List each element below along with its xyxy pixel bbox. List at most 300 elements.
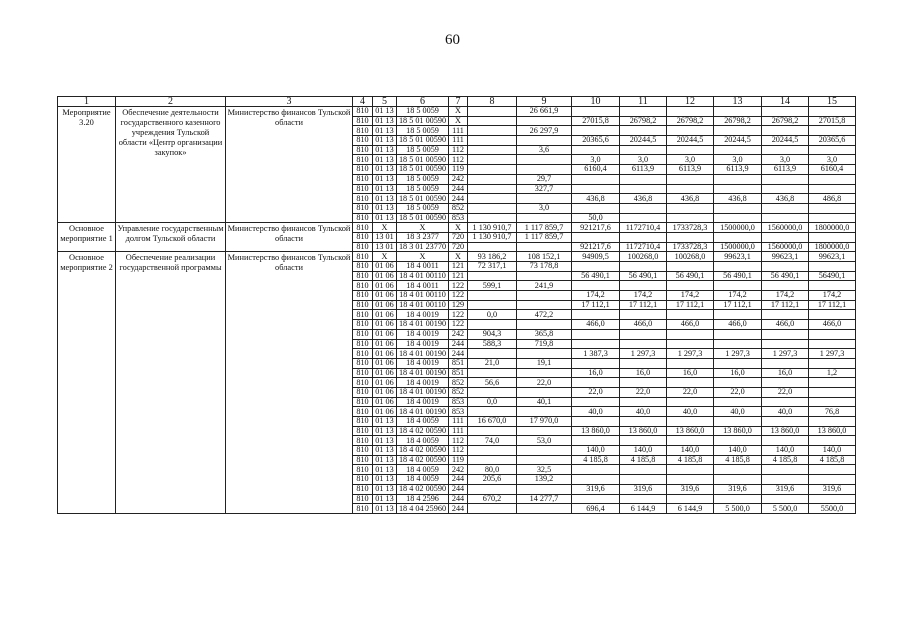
amount-cell: 99623,1	[809, 252, 856, 262]
amount-cell: 436,8	[572, 194, 620, 204]
code-cell: 01 13	[373, 446, 397, 456]
code-cell: 810	[353, 194, 373, 204]
amount-cell: 6113,9	[620, 165, 667, 175]
amount-cell	[667, 417, 714, 427]
amount-cell	[809, 145, 856, 155]
code-cell: 111	[449, 126, 468, 136]
code-cell: 810	[353, 203, 373, 213]
amount-cell	[667, 378, 714, 388]
amount-cell: 21,0	[468, 358, 517, 368]
code-cell: 18 4 01 00190	[397, 387, 449, 397]
amount-cell	[809, 339, 856, 349]
amount-cell: 1733728,3	[667, 242, 714, 252]
amount-cell	[620, 262, 667, 272]
code-cell: 244	[449, 504, 468, 514]
amount-cell	[468, 368, 517, 378]
code-cell: 01 06	[373, 271, 397, 281]
event-name-cell: Мероприятие 3.20	[58, 107, 116, 223]
amount-cell: 4 185,8	[762, 455, 809, 465]
amount-cell	[517, 116, 572, 126]
amount-cell	[572, 397, 620, 407]
amount-cell	[620, 397, 667, 407]
amount-cell: 50,0	[572, 213, 620, 223]
code-cell: 18 4 0019	[397, 310, 449, 320]
amount-cell: 670,2	[468, 494, 517, 504]
amount-cell	[517, 165, 572, 175]
amount-cell	[572, 358, 620, 368]
code-cell: 810	[353, 320, 373, 330]
amount-cell	[809, 378, 856, 388]
amount-cell	[809, 203, 856, 213]
code-cell: 810	[353, 368, 373, 378]
amount-cell: 174,2	[809, 291, 856, 301]
code-cell: 18 5 0059	[397, 174, 449, 184]
code-cell: 810	[353, 310, 373, 320]
code-cell: X	[397, 252, 449, 262]
code-cell: 810	[353, 494, 373, 504]
amount-cell	[809, 184, 856, 194]
amount-cell	[762, 378, 809, 388]
code-cell: 01 13	[373, 455, 397, 465]
amount-cell: 1 297,3	[667, 349, 714, 359]
amount-cell: 3,0	[620, 155, 667, 165]
column-header: 7	[449, 97, 468, 107]
amount-cell	[517, 320, 572, 330]
code-cell: 01 06	[373, 339, 397, 349]
amount-cell	[620, 174, 667, 184]
code-cell: 244	[449, 484, 468, 494]
amount-cell: 921217,6	[572, 242, 620, 252]
code-cell: 810	[353, 387, 373, 397]
amount-cell	[762, 107, 809, 117]
amount-cell: 3,6	[517, 145, 572, 155]
amount-cell	[620, 329, 667, 339]
code-cell: 810	[353, 281, 373, 291]
amount-cell: 472,2	[517, 310, 572, 320]
amount-cell: 140,0	[667, 446, 714, 456]
amount-cell: 436,8	[667, 194, 714, 204]
code-cell: 01 06	[373, 387, 397, 397]
amount-cell: 100268,0	[667, 252, 714, 262]
amount-cell	[809, 358, 856, 368]
amount-cell	[572, 329, 620, 339]
code-cell: 01 06	[373, 320, 397, 330]
amount-cell: 6113,9	[714, 165, 762, 175]
amount-cell: 365,8	[517, 329, 572, 339]
code-cell: 810	[353, 213, 373, 223]
code-cell: 112	[449, 145, 468, 155]
event-name-cell: Основное мероприятие 2	[58, 252, 116, 514]
amount-cell	[667, 126, 714, 136]
amount-cell	[762, 310, 809, 320]
code-cell: 01 13	[373, 145, 397, 155]
code-cell: 18 5 01 00590	[397, 165, 449, 175]
amount-cell	[667, 281, 714, 291]
amount-cell: 99623,1	[762, 252, 809, 262]
code-cell: 18 5 01 00590	[397, 194, 449, 204]
column-header: 5	[373, 97, 397, 107]
code-cell: 851	[449, 358, 468, 368]
amount-cell: 13 860,0	[572, 426, 620, 436]
amount-cell	[809, 417, 856, 427]
code-cell: 18 5 0059	[397, 203, 449, 213]
amount-cell: 140,0	[809, 446, 856, 456]
code-cell: 01 06	[373, 368, 397, 378]
code-cell: 01 13	[373, 174, 397, 184]
amount-cell: 3,0	[572, 155, 620, 165]
amount-cell: 80,0	[468, 465, 517, 475]
code-cell: 244	[449, 494, 468, 504]
amount-cell: 174,2	[572, 291, 620, 301]
amount-cell: 13 860,0	[762, 426, 809, 436]
code-cell: 18 5 0059	[397, 145, 449, 155]
code-cell: 01 13	[373, 465, 397, 475]
code-cell: 18 3 01 23770	[397, 242, 449, 252]
amount-cell: 140,0	[620, 446, 667, 456]
code-cell: 01 13	[373, 504, 397, 514]
amount-cell: 40,0	[762, 407, 809, 417]
amount-cell: 3,0	[762, 155, 809, 165]
amount-cell	[468, 271, 517, 281]
amount-cell: 1 117 859,7	[517, 232, 572, 242]
amount-cell: 696,4	[572, 504, 620, 514]
column-header: 1	[58, 97, 116, 107]
amount-cell: 174,2	[714, 291, 762, 301]
amount-cell: 205,6	[468, 475, 517, 485]
event-description-cell: Обеспечение деятельности государственного казенного учреждения Тульской области «Центр организации закупок»	[116, 107, 226, 223]
amount-cell: 94909,5	[572, 252, 620, 262]
code-cell: 112	[449, 155, 468, 165]
amount-cell: 32,5	[517, 465, 572, 475]
amount-cell: 599,1	[468, 281, 517, 291]
amount-cell: 5500,0	[809, 504, 856, 514]
code-cell: 810	[353, 426, 373, 436]
amount-cell	[762, 184, 809, 194]
code-cell: 18 4 0059	[397, 475, 449, 485]
amount-cell	[620, 107, 667, 117]
amount-cell: 26 297,9	[517, 126, 572, 136]
amount-cell	[468, 407, 517, 417]
amount-cell	[468, 300, 517, 310]
amount-cell: 719,8	[517, 339, 572, 349]
amount-cell: 22,0	[620, 387, 667, 397]
amount-cell: 140,0	[714, 446, 762, 456]
code-cell: 851	[449, 368, 468, 378]
code-cell: 810	[353, 165, 373, 175]
amount-cell	[667, 184, 714, 194]
amount-cell	[667, 310, 714, 320]
amount-cell	[517, 387, 572, 397]
amount-cell	[620, 475, 667, 485]
amount-cell	[620, 339, 667, 349]
code-cell: 810	[353, 417, 373, 427]
amount-cell	[468, 107, 517, 117]
amount-cell: 20244,5	[762, 136, 809, 146]
amount-cell: 1 297,3	[714, 349, 762, 359]
amount-cell: 22,0	[517, 378, 572, 388]
amount-cell: 4 185,8	[714, 455, 762, 465]
code-cell: 01 06	[373, 407, 397, 417]
table-row	[58, 223, 856, 233]
code-cell: 122	[449, 320, 468, 330]
amount-cell	[517, 194, 572, 204]
amount-cell	[517, 155, 572, 165]
amount-cell: 588,3	[468, 339, 517, 349]
amount-cell: 241,9	[517, 281, 572, 291]
code-cell: 810	[353, 184, 373, 194]
amount-cell: 436,8	[714, 194, 762, 204]
amount-cell: 40,0	[714, 407, 762, 417]
column-header: 3	[226, 97, 353, 107]
code-cell: 810	[353, 504, 373, 514]
column-header: 15	[809, 97, 856, 107]
amount-cell: 1 130 910,7	[468, 232, 517, 242]
amount-cell	[468, 320, 517, 330]
amount-cell	[809, 126, 856, 136]
code-cell: 18 5 01 00590	[397, 155, 449, 165]
amount-cell: 174,2	[620, 291, 667, 301]
amount-cell: 6 144,9	[620, 504, 667, 514]
amount-cell	[572, 174, 620, 184]
amount-cell	[714, 378, 762, 388]
code-cell: 13 01	[373, 242, 397, 252]
code-cell: 01 13	[373, 155, 397, 165]
amount-cell	[714, 281, 762, 291]
amount-cell: 56 490,1	[762, 271, 809, 281]
amount-cell	[762, 475, 809, 485]
amount-cell	[762, 174, 809, 184]
amount-cell: 26 661,9	[517, 107, 572, 117]
amount-cell	[620, 436, 667, 446]
amount-cell: 56490,1	[809, 271, 856, 281]
code-cell: 18 5 0059	[397, 184, 449, 194]
code-cell: 01 06	[373, 310, 397, 320]
amount-cell: 17 112,1	[620, 300, 667, 310]
amount-cell	[468, 165, 517, 175]
amount-cell	[809, 397, 856, 407]
amount-cell	[572, 281, 620, 291]
amount-cell	[667, 339, 714, 349]
column-header: 9	[517, 97, 572, 107]
column-header: 11	[620, 97, 667, 107]
code-cell: 01 06	[373, 281, 397, 291]
code-cell: 852	[449, 387, 468, 397]
amount-cell: 17 112,1	[572, 300, 620, 310]
amount-cell: 3,0	[714, 155, 762, 165]
amount-cell	[762, 358, 809, 368]
code-cell: 18 4 0059	[397, 436, 449, 446]
amount-cell	[809, 174, 856, 184]
amount-cell	[468, 426, 517, 436]
amount-cell	[620, 378, 667, 388]
amount-cell: 17 112,1	[714, 300, 762, 310]
code-cell: 244	[449, 194, 468, 204]
responsible-cell: Министерство финансов Тульской области	[226, 223, 353, 252]
amount-cell: 6113,9	[667, 165, 714, 175]
code-cell: 810	[353, 378, 373, 388]
amount-cell	[714, 339, 762, 349]
amount-cell: 466,0	[809, 320, 856, 330]
code-cell: 720	[449, 242, 468, 252]
code-cell: 18 5 01 00590	[397, 136, 449, 146]
amount-cell	[809, 310, 856, 320]
amount-cell	[468, 194, 517, 204]
table-row	[58, 107, 856, 117]
code-cell: 01 13	[373, 484, 397, 494]
amount-cell: 22,0	[714, 387, 762, 397]
amount-cell	[572, 436, 620, 446]
amount-cell: 466,0	[762, 320, 809, 330]
amount-cell: 20365,6	[572, 136, 620, 146]
code-cell: 13 01	[373, 232, 397, 242]
amount-cell	[667, 145, 714, 155]
column-header: 2	[116, 97, 226, 107]
amount-cell: 93 186,2	[468, 252, 517, 262]
amount-cell: 466,0	[620, 320, 667, 330]
amount-cell: 16 670,0	[468, 417, 517, 427]
amount-cell	[468, 155, 517, 165]
code-cell: 853	[449, 407, 468, 417]
amount-cell	[620, 465, 667, 475]
amount-cell: 1 130 910,7	[468, 223, 517, 233]
amount-cell: 6160,4	[572, 165, 620, 175]
amount-cell	[762, 465, 809, 475]
amount-cell: 6113,9	[762, 165, 809, 175]
amount-cell	[809, 262, 856, 272]
amount-cell	[809, 232, 856, 242]
amount-cell	[468, 145, 517, 155]
code-cell: 810	[353, 155, 373, 165]
amount-cell: 56 490,1	[667, 271, 714, 281]
code-cell: 853	[449, 397, 468, 407]
code-cell: 244	[449, 184, 468, 194]
amount-cell	[572, 126, 620, 136]
amount-cell	[667, 494, 714, 504]
amount-cell: 16,0	[714, 368, 762, 378]
amount-cell: 27015,8	[809, 116, 856, 126]
code-cell: 01 06	[373, 397, 397, 407]
amount-cell: 319,6	[762, 484, 809, 494]
amount-cell	[714, 232, 762, 242]
amount-cell	[762, 213, 809, 223]
amount-cell: 327,7	[517, 184, 572, 194]
amount-cell: 466,0	[714, 320, 762, 330]
amount-cell: 4 185,8	[667, 455, 714, 465]
code-cell: 18 4 01 00190	[397, 349, 449, 359]
code-cell: 810	[353, 145, 373, 155]
amount-cell: 56 490,1	[572, 271, 620, 281]
amount-cell	[468, 242, 517, 252]
amount-cell	[762, 329, 809, 339]
code-cell: 810	[353, 271, 373, 281]
column-header: 4	[353, 97, 373, 107]
code-cell: 810	[353, 484, 373, 494]
amount-cell	[667, 358, 714, 368]
amount-cell: 26798,2	[667, 116, 714, 126]
code-cell: 01 13	[373, 126, 397, 136]
code-cell: 01 13	[373, 136, 397, 146]
amount-cell	[572, 465, 620, 475]
code-cell: 01 13	[373, 194, 397, 204]
code-cell: 119	[449, 455, 468, 465]
amount-cell	[809, 475, 856, 485]
amount-cell	[468, 455, 517, 465]
code-cell: X	[449, 107, 468, 117]
code-cell: 18 5 01 00590	[397, 213, 449, 223]
amount-cell: 1 387,3	[572, 349, 620, 359]
event-name-cell: Основное мероприятие 1	[58, 223, 116, 252]
amount-cell	[667, 203, 714, 213]
amount-cell: 0,0	[468, 397, 517, 407]
amount-cell	[714, 174, 762, 184]
amount-cell	[517, 136, 572, 146]
code-cell: 18 3 2377	[397, 232, 449, 242]
amount-cell	[517, 484, 572, 494]
amount-cell: 6 144,9	[667, 504, 714, 514]
code-cell: 122	[449, 291, 468, 301]
code-cell: 18 4 0019	[397, 397, 449, 407]
amount-cell	[762, 126, 809, 136]
amount-cell: 1172710,4	[620, 223, 667, 233]
amount-cell: 4 185,8	[809, 455, 856, 465]
amount-cell	[762, 262, 809, 272]
code-cell: 810	[353, 436, 373, 446]
amount-cell	[620, 358, 667, 368]
amount-cell	[468, 387, 517, 397]
amount-cell	[572, 184, 620, 194]
code-cell: 242	[449, 174, 468, 184]
code-cell: 01 13	[373, 436, 397, 446]
code-cell: 242	[449, 465, 468, 475]
amount-cell: 40,0	[667, 407, 714, 417]
code-cell: 111	[449, 417, 468, 427]
amount-cell	[762, 494, 809, 504]
amount-cell: 3,0	[809, 155, 856, 165]
amount-cell: 486,8	[809, 194, 856, 204]
code-cell: 244	[449, 339, 468, 349]
amount-cell: 26798,2	[714, 116, 762, 126]
amount-cell: 3,0	[517, 203, 572, 213]
amount-cell: 1800000,0	[809, 223, 856, 233]
amount-cell	[620, 494, 667, 504]
amount-cell	[809, 436, 856, 446]
code-cell: 810	[353, 262, 373, 272]
amount-cell: 56,6	[468, 378, 517, 388]
code-cell: 810	[353, 475, 373, 485]
column-header: 13	[714, 97, 762, 107]
code-cell: 01 06	[373, 300, 397, 310]
code-cell: 810	[353, 339, 373, 349]
code-cell: 810	[353, 291, 373, 301]
amount-cell: 436,8	[620, 194, 667, 204]
amount-cell	[572, 262, 620, 272]
amount-cell	[517, 213, 572, 223]
amount-cell	[517, 368, 572, 378]
amount-cell	[714, 262, 762, 272]
amount-cell	[517, 407, 572, 417]
amount-cell	[572, 494, 620, 504]
amount-cell: 40,1	[517, 397, 572, 407]
code-cell: 810	[353, 300, 373, 310]
amount-cell	[620, 184, 667, 194]
code-cell: 01 06	[373, 291, 397, 301]
amount-cell: 73 178,8	[517, 262, 572, 272]
code-cell: 810	[353, 232, 373, 242]
amount-cell: 20244,5	[620, 136, 667, 146]
amount-cell: 3,0	[667, 155, 714, 165]
amount-cell	[809, 494, 856, 504]
amount-cell	[620, 145, 667, 155]
